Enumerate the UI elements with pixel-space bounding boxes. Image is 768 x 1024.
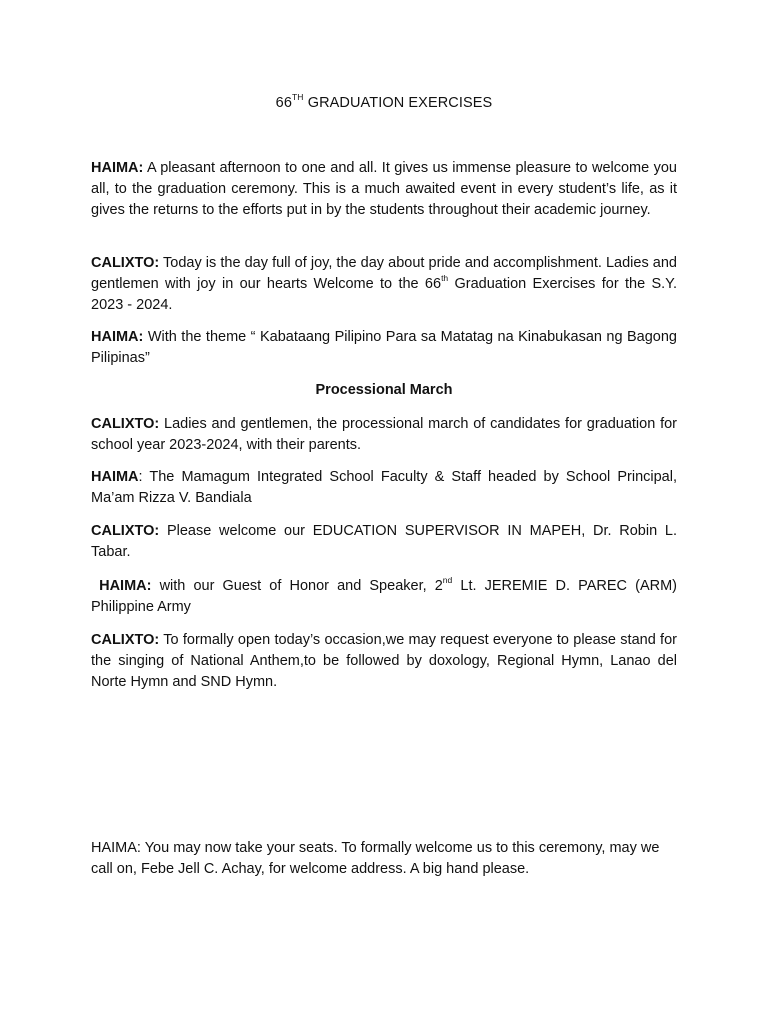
document-title [0, 93, 768, 111]
paragraph-2 [91, 253, 677, 316]
section-heading: Processional March [315, 382, 453, 398]
paragraph-text: HAIMA: You may now take your seats. To formally welcome us to this ceremony, may we call on, Febe Jell C. Achay, for welcome address. A big hand please. [91, 840, 660, 877]
paragraph-text: To formally open today’s occasion,we may request everyone to please stand for the singing of National Anthem,to be followed by doxology, Regional Hymn, Lanao del Norte Hymn and SND Hymn. [91, 632, 677, 690]
paragraph-text-after: Graduation Exercises for the S.Y. 2023 - 2024. [91, 276, 677, 313]
paragraph-text-after: Lt. JEREMIE D. PAREC (ARM) Philippine Army [91, 578, 678, 615]
speaker-label: HAIMA [91, 469, 139, 485]
title-number: 66 [275, 94, 293, 111]
speaker-label: HAIMA: [99, 578, 152, 594]
paragraph-5 [91, 414, 677, 456]
paragraph-1 [91, 158, 677, 221]
paragraph-text-before: with our Guest of Honor and Speaker, 2 [159, 578, 443, 594]
paragraph-text-before: Today is the day full of joy, the day about pride and accomplishment. Ladies and gentlemen with joy in our hearts Welcome to the 66 [91, 255, 677, 292]
speaker-label: CALIXTO: [91, 632, 160, 648]
paragraph-9 [91, 630, 677, 693]
ordinal-superscript: th [441, 273, 449, 284]
paragraph-10 [91, 838, 677, 880]
speaker-label: CALIXTO: [91, 523, 160, 539]
paragraph-8 [91, 576, 677, 618]
paragraph-text: Ladies and gentlemen, the processional march of candidates for graduation for school year 2023-2024, with their parents. [91, 416, 677, 453]
ordinal-superscript: nd [442, 575, 453, 586]
speaker-label: CALIXTO: [91, 255, 160, 271]
paragraph-7 [91, 521, 677, 563]
paragraph-text: Please welcome our EDUCATION SUPERVISOR IN MAPEH, Dr. Robin L. Tabar. [91, 523, 678, 560]
speaker-label: CALIXTO: [91, 416, 160, 432]
speaker-label: HAIMA: [91, 160, 144, 176]
speaker-label: HAIMA: [91, 329, 144, 345]
paragraph-text: : The Mamagum Integrated School Faculty & Staff headed by School Principal, Ma’am Rizza V. Bandiala [91, 469, 677, 506]
title-superscript: TH [292, 92, 304, 102]
paragraph-text: A pleasant afternoon to one and all. It gives us immense pleasure to welcome you all, to the graduation ceremony. This is a much awaited event in every student’s life, as it gives the returns to the efforts put in by the students throughout their academic journey. [91, 160, 677, 218]
paragraph-text: With the theme “ Kabataang Pilipino Para sa Matatag na Kinabukasan ng Bagong Pilipinas” [91, 329, 677, 366]
paragraph-3 [91, 327, 677, 369]
title-text: GRADUATION EXERCISES [307, 94, 493, 111]
paragraph-6 [91, 467, 677, 509]
